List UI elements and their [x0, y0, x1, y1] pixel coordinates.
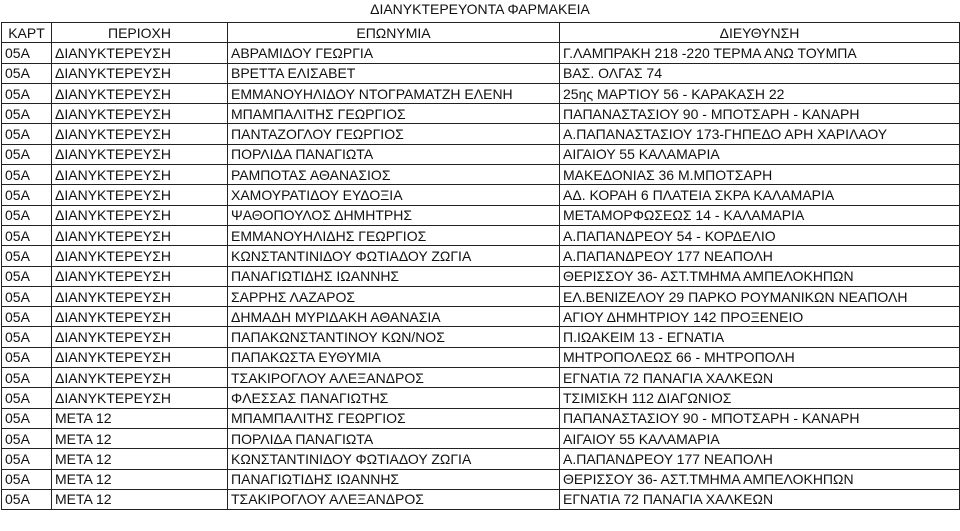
cell-address: Γ.ΛΑΜΠΡΑΚΗ 218 -220 ΤΕΡΜΑ ΑΝΩ ΤΟΥΜΠΑ: [560, 43, 960, 63]
table-row: [2, 327, 960, 347]
cell-kart: 05Α: [2, 307, 52, 327]
cell-area: ΔΙΑΝΥΚΤΕΡΕΥΣΗ: [52, 307, 228, 327]
cell-kart: 05Α: [2, 246, 52, 266]
cell-kart: 05Α: [2, 368, 52, 388]
cell-area: ΔΙΑΝΥΚΤΕΡΕΥΣΗ: [52, 266, 228, 286]
cell-name: ΒΡΕΤΤΑ ΕΛΙΣΑΒΕΤ: [228, 63, 560, 83]
cell-address: Α.ΠΑΠΑΝΔΡΕΟΥ 177 ΝΕΑΠΟΛΗ: [560, 246, 960, 266]
cell-address: ΑΓΙΟΥ ΔΗΜΗΤΡΙΟΥ 142 ΠΡΟΞΕΝΕΙΟ: [560, 307, 960, 327]
cell-area: ΔΙΑΝΥΚΤΕΡΕΥΣΗ: [52, 347, 228, 367]
table-row: [2, 388, 960, 408]
cell-name: ΜΠΑΜΠΑΛΙΤΗΣ ΓΕΩΡΓΙΟΣ: [228, 408, 560, 428]
cell-address: ΑΙΓΑΙΟΥ 55 ΚΑΛΑΜΑΡΙΑ: [560, 144, 960, 164]
table-row: [2, 225, 960, 245]
cell-area: ΔΙΑΝΥΚΤΕΡΕΥΣΗ: [52, 63, 228, 83]
cell-kart: 05Α: [2, 225, 52, 245]
cell-name: ΠΑΝΑΓΙΩΤΙΔΗΣ ΙΩΑΝΝΗΣ: [228, 469, 560, 489]
cell-area: ΜΕΤΑ 12: [52, 408, 228, 428]
header-row: [2, 23, 960, 43]
cell-name: ΤΣΑΚΙΡΟΓΛΟΥ ΑΛΕΞΑΝΔΡΟΣ: [228, 368, 560, 388]
cell-address: ΘΕΡΙΣΣΟΥ 36- ΑΣΤ.ΤΜΗΜΑ ΑΜΠΕΛΟΚΗΠΩΝ: [560, 469, 960, 489]
table-row: [2, 489, 960, 509]
cell-kart: 05Α: [2, 327, 52, 347]
cell-area: ΜΕΤΑ 12: [52, 469, 228, 489]
cell-kart: 05Α: [2, 428, 52, 448]
cell-address: Α.ΠΑΠΑΝΔΡΕΟΥ 177 ΝΕΑΠΟΛΗ: [560, 449, 960, 469]
header-address: ΔΙΕΥΘΥΝΣΗ: [560, 23, 960, 43]
cell-area: ΔΙΑΝΥΚΤΕΡΕΥΣΗ: [52, 368, 228, 388]
cell-kart: 05Α: [2, 266, 52, 286]
table-row: [2, 286, 960, 306]
cell-name: ΑΒΡΑΜΙΔΟΥ ΓΕΩΡΓΙΑ: [228, 43, 560, 63]
table-row: [2, 185, 960, 205]
cell-name: ΚΩΝΣΤΑΝΤΙΝΙΔΟΥ ΦΩΤΙΑΔΟΥ ΖΩΓΙΑ: [228, 449, 560, 469]
table-row: [2, 104, 960, 124]
cell-name: ΚΩΝΣΤΑΝΤΙΝΙΔΟΥ ΦΩΤΙΑΔΟΥ ΖΩΓΙΑ: [228, 246, 560, 266]
cell-area: ΔΙΑΝΥΚΤΕΡΕΥΣΗ: [52, 144, 228, 164]
table-row: [2, 63, 960, 83]
cell-name: ΣΑΡΡΗΣ ΛΑΖΑΡΟΣ: [228, 286, 560, 306]
cell-address: 25ης ΜΑΡΤΙΟΥ 56 - ΚΑΡΑΚΑΣΗ 22: [560, 83, 960, 103]
cell-kart: 05Α: [2, 408, 52, 428]
cell-address: ΠΑΠΑΝΑΣΤΑΣΙΟΥ 90 - ΜΠΟΤΣΑΡΗ - ΚΑΝΑΡΗ: [560, 408, 960, 428]
cell-name: ΦΛΕΣΣΑΣ ΠΑΝΑΓΙΩΤΗΣ: [228, 388, 560, 408]
cell-area: ΔΙΑΝΥΚΤΕΡΕΥΣΗ: [52, 185, 228, 205]
table-row: [2, 266, 960, 286]
cell-kart: 05Α: [2, 185, 52, 205]
table-row: [2, 205, 960, 225]
header-kart: ΚΑΡΤ: [2, 23, 52, 43]
cell-kart: 05Α: [2, 83, 52, 103]
table-row: [2, 165, 960, 185]
cell-address: ΤΣΙΜΙΣΚΗ 112 ΔΙΑΓΩΝΙΟΣ: [560, 388, 960, 408]
cell-name: ΠΑΠΑΚΩΝΣΤΑΝΤΙΝΟΥ ΚΩΝ/ΝΟΣ: [228, 327, 560, 347]
cell-name: ΕΜΜΑΝΟΥΗΛΙΔΟΥ ΝΤΟΓΡΑΜΑΤΖΗ ΕΛΕΝΗ: [228, 83, 560, 103]
cell-kart: 05Α: [2, 124, 52, 144]
cell-area: ΔΙΑΝΥΚΤΕΡΕΥΣΗ: [52, 225, 228, 245]
cell-area: ΔΙΑΝΥΚΤΕΡΕΥΣΗ: [52, 83, 228, 103]
cell-address: ΑΔ. ΚΟΡΑΗ 6 ΠΛΑΤΕΙΑ ΣΚΡΑ ΚΑΛΑΜΑΡΙΑ: [560, 185, 960, 205]
table-row: [2, 449, 960, 469]
cell-name: ΠΟΡΛΙΔΑ ΠΑΝΑΓΙΩΤΑ: [228, 144, 560, 164]
cell-kart: 05Α: [2, 469, 52, 489]
cell-area: ΜΕΤΑ 12: [52, 449, 228, 469]
cell-area: ΔΙΑΝΥΚΤΕΡΕΥΣΗ: [52, 246, 228, 266]
cell-area: ΜΕΤΑ 12: [52, 428, 228, 448]
table-row: [2, 368, 960, 388]
cell-kart: 05Α: [2, 347, 52, 367]
cell-address: ΕΓΝΑΤΙΑ 72 ΠΑΝΑΓΙΑ ΧΑΛΚΕΩΝ: [560, 489, 960, 509]
cell-name: ΨΑΘΟΠΟΥΛΟΣ ΔΗΜΗΤΡΗΣ: [228, 205, 560, 225]
table-row: [2, 83, 960, 103]
table-row: [2, 428, 960, 448]
cell-kart: 05Α: [2, 205, 52, 225]
cell-address: ΜΑΚΕΔΟΝΙΑΣ 36 Μ.ΜΠΟΤΣΑΡΗ: [560, 165, 960, 185]
table-row: [2, 307, 960, 327]
cell-name: ΧΑΜΟΥΡΑΤΙΔΟΥ ΕΥΔΟΞΙΑ: [228, 185, 560, 205]
cell-kart: 05Α: [2, 489, 52, 509]
cell-kart: 05Α: [2, 449, 52, 469]
table-row: [2, 246, 960, 266]
cell-name: ΠΑΝΑΓΙΩΤΙΔΗΣ ΙΩΑΝΝΗΣ: [228, 266, 560, 286]
cell-name: ΔΗΜΑΔΗ ΜΥΡΙΔΑΚΗ ΑΘΑΝΑΣΙΑ: [228, 307, 560, 327]
cell-address: ΕΛ.ΒΕΝΙΖΕΛΟΥ 29 ΠΑΡΚΟ ΡΟΥΜΑΝΙΚΩΝ ΝΕΑΠΟΛΗ: [560, 286, 960, 306]
table-row: [2, 408, 960, 428]
header-name: ΕΠΩΝΥΜΙΑ: [228, 23, 560, 43]
cell-area: ΔΙΑΝΥΚΤΕΡΕΥΣΗ: [52, 43, 228, 63]
cell-address: ΒΑΣ. ΟΛΓΑΣ 74: [560, 63, 960, 83]
cell-name: ΤΣΑΚΙΡΟΓΛΟΥ ΑΛΕΞΑΝΔΡΟΣ: [228, 489, 560, 509]
cell-area: ΔΙΑΝΥΚΤΕΡΕΥΣΗ: [52, 104, 228, 124]
table-row: [2, 43, 960, 63]
cell-name: ΜΠΑΜΠΑΛΙΤΗΣ ΓΕΩΡΓΙΟΣ: [228, 104, 560, 124]
document-title: ΔΙΑΝΥΚΤΕΡΕΥΟΝΤΑ ΦΑΡΜΑΚΕΙΑ: [370, 1, 590, 17]
cell-area: ΔΙΑΝΥΚΤΕΡΕΥΣΗ: [52, 327, 228, 347]
cell-address: Α.ΠΑΠΑΝΑΣΤΑΣΙΟΥ 173-ΓΗΠΕΔΟ ΑΡΗ ΧΑΡΙΛΑΟΥ: [560, 124, 960, 144]
cell-address: ΠΑΠΑΝΑΣΤΑΣΙΟΥ 90 - ΜΠΟΤΣΑΡΗ - ΚΑΝΑΡΗ: [560, 104, 960, 124]
table-row: [2, 469, 960, 489]
table-row: [2, 124, 960, 144]
table-row: [2, 347, 960, 367]
cell-kart: 05Α: [2, 165, 52, 185]
header-area: ΠΕΡΙΟΧΗ: [52, 23, 228, 43]
cell-address: ΕΓΝΑΤΙΑ 72 ΠΑΝΑΓΙΑ ΧΑΛΚΕΩΝ: [560, 368, 960, 388]
cell-name: ΠΑΝΤΑΖΟΓΛΟΥ ΓΕΩΡΓΙΟΣ: [228, 124, 560, 144]
cell-address: Α.ΠΑΠΑΝΔΡΕΟΥ 54 - ΚΟΡΔΕΛΙΟ: [560, 225, 960, 245]
cell-kart: 05Α: [2, 63, 52, 83]
cell-name: ΕΜΜΑΝΟΥΗΛΙΔΗΣ ΓΕΩΡΓΙΟΣ: [228, 225, 560, 245]
cell-name: ΠΟΡΛΙΔΑ ΠΑΝΑΓΙΩΤΑ: [228, 428, 560, 448]
cell-address: Π.ΙΩΑΚΕΙΜ 13 - ΕΓΝΑΤΙΑ: [560, 327, 960, 347]
table-row: [2, 144, 960, 164]
cell-area: ΔΙΑΝΥΚΤΕΡΕΥΣΗ: [52, 286, 228, 306]
cell-kart: 05Α: [2, 144, 52, 164]
cell-address: ΘΕΡΙΣΣΟΥ 36- ΑΣΤ.ΤΜΗΜΑ ΑΜΠΕΛΟΚΗΠΩΝ: [560, 266, 960, 286]
cell-area: ΔΙΑΝΥΚΤΕΡΕΥΣΗ: [52, 205, 228, 225]
cell-area: ΔΙΑΝΥΚΤΕΡΕΥΣΗ: [52, 124, 228, 144]
cell-kart: 05Α: [2, 43, 52, 63]
cell-area: ΜΕΤΑ 12: [52, 489, 228, 509]
pharmacies-table: [1, 22, 960, 510]
cell-name: ΠΑΠΑΚΩΣΤΑ ΕΥΘΥΜΙΑ: [228, 347, 560, 367]
cell-area: ΔΙΑΝΥΚΤΕΡΕΥΣΗ: [52, 165, 228, 185]
cell-area: ΔΙΑΝΥΚΤΕΡΕΥΣΗ: [52, 388, 228, 408]
cell-kart: 05Α: [2, 286, 52, 306]
cell-kart: 05Α: [2, 104, 52, 124]
cell-name: ΡΑΜΠΟΤΑΣ ΑΘΑΝΑΣΙΟΣ: [228, 165, 560, 185]
cell-address: ΜΗΤΡΟΠΟΛΕΩΣ 66 - ΜΗΤΡΟΠΟΛΗ: [560, 347, 960, 367]
cell-address: ΜΕΤΑΜΟΡΦΩΣΕΩΣ 14 - ΚΑΛΑΜΑΡΙΑ: [560, 205, 960, 225]
cell-kart: 05Α: [2, 388, 52, 408]
cell-address: ΑΙΓΑΙΟΥ 55 ΚΑΛΑΜΑΡΙΑ: [560, 428, 960, 448]
